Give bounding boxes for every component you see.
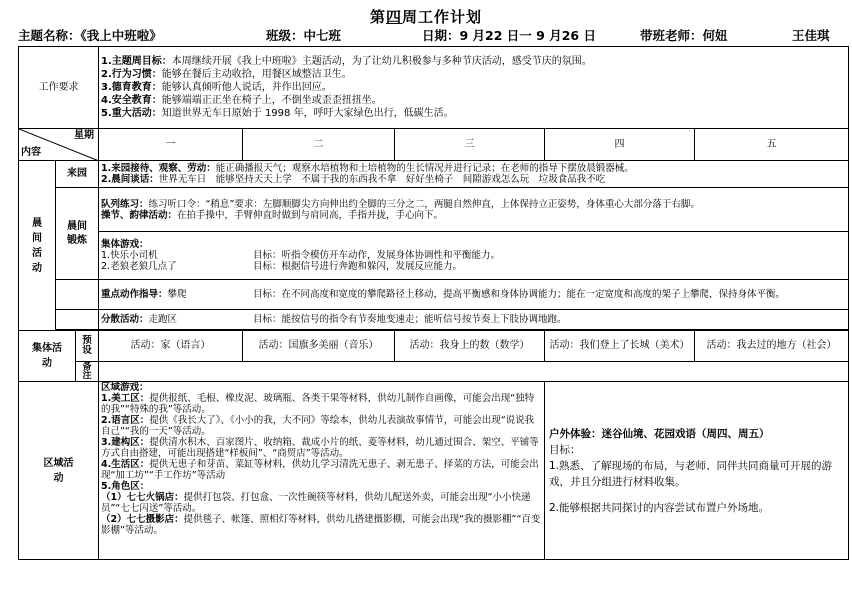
rhythm-activity: 操节、韵律活动：在拍手操中，手臂伸直时做到与肩同高，手指并拢，手心向下。 bbox=[101, 209, 444, 221]
work-req-label: 工作要求 bbox=[19, 47, 99, 129]
area-activity-row bbox=[19, 382, 849, 560]
outdoor-goal: 2.能够根据共同探讨的内容尝试布置户外场地。 bbox=[549, 501, 770, 514]
morning-activity-label: 晨间活动 bbox=[19, 161, 56, 331]
day-wednesday: 三 bbox=[395, 129, 545, 161]
scattered-goal: 目标：能按信号的指令有节奏地变速走；能听信号按节奏上下肢协调地跑。 bbox=[253, 314, 567, 325]
arrival-row bbox=[19, 161, 849, 188]
corner-content-label: 内容 bbox=[21, 147, 41, 158]
group-games-title: 集体游戏： bbox=[101, 239, 149, 250]
area-line: 4.生活区：提供无患子和芽苗、菜缸等材料，供幼儿学习清洗无患子、剥无患子、择菜的方法，可能会出现“加工坊”“手工作坊”等活动 bbox=[101, 459, 539, 481]
area-line: （2）七七摄影店：提供毯子、帐篷、照相灯等材料，供幼儿搭建摄影棚，可能会出现“我的摄影棚”“百变影棚”等活动。 bbox=[101, 514, 541, 536]
key-action-row bbox=[19, 280, 849, 310]
day-thursday: 四 bbox=[545, 129, 695, 161]
arrival-label: 来园 bbox=[56, 161, 99, 188]
arrival-content bbox=[99, 161, 849, 188]
date-range: 日期：9 月22 日一 9 月26 日 bbox=[422, 28, 596, 43]
work-req-item: 1.主题周目标：本周继续开展《我上中班啦》主题活动，为了让幼儿积极参与多种节庆活动，感受节庆的氛围。 bbox=[101, 56, 592, 67]
work-req-item: 5.重大活动：知道世界无车日原始于 1998 年，呼吁大家绿色出行，低碳生活。 bbox=[101, 108, 454, 119]
note-row bbox=[19, 362, 849, 382]
work-req-item: 3.德育教育：能够认真倾听他人说话，并作出回应。 bbox=[101, 82, 332, 93]
day-monday: 一 bbox=[99, 129, 243, 161]
group-activity-wed: 活动：我身上的数（数学） bbox=[395, 331, 545, 362]
queue-practice: 队列练习：练习听口令：“稍息”要求：左脚顺脚尖方向伸出约全脚的三分之二，两腿自然伸直，上体保持立正姿势，身体重心大部分落于右脚。 bbox=[101, 198, 700, 210]
outdoor-goal-label: 目标： bbox=[549, 443, 581, 456]
teacher-name-2: 王佳琪 bbox=[792, 28, 830, 43]
area-line: 1.美工区：提供报纸、毛根、橡皮泥、玻璃瓶、各类干果等材料，供幼儿制作自画像，可能会出现“独特的我”“特殊的我”等活动。 bbox=[101, 393, 535, 415]
queue-content bbox=[99, 188, 849, 232]
work-req-item: 4.安全教育：能够端端正正坐在椅子上，不倒坐或歪歪扭扭坐。 bbox=[101, 95, 382, 106]
work-req-item: 2.行为习惯：能够在餐后主动收拾，用餐区域整洁卫生。 bbox=[101, 69, 352, 80]
exercise-label: 晨间锻炼 bbox=[56, 188, 99, 280]
day-tuesday: 二 bbox=[243, 129, 395, 161]
outdoor-title: 户外体验：迷谷仙境、花园戏语（周四、周五） bbox=[549, 427, 770, 440]
teacher-name: 带班老师：何妞 bbox=[640, 28, 728, 43]
outdoor-experience bbox=[545, 382, 849, 560]
weekday-corner bbox=[19, 129, 99, 161]
work-req-content bbox=[99, 47, 849, 129]
scattered-row bbox=[19, 310, 849, 330]
title-suffix: 周工作计划 bbox=[402, 8, 483, 26]
theme-name: 主题名称：《我上中班啦》 bbox=[18, 28, 162, 43]
group-activity-mon: 活动：家（语言） bbox=[99, 331, 243, 362]
area-line: 5.角色区： bbox=[101, 481, 150, 492]
title-prefix: 第 bbox=[369, 8, 386, 26]
preview-label: 预设 bbox=[76, 331, 99, 362]
exercise-queue-row bbox=[19, 188, 849, 232]
area-line: 2.语言区：提供《我长大了》、《小小的我，大不同》等绘本，供幼儿表演故事情节，可能会出现“说说我自己”“我的一天”等活动。 bbox=[101, 415, 535, 437]
weekday-row bbox=[19, 129, 849, 161]
area-line: （1）七七火锅店：提供打包袋、打包盒、一次性碗筷等材料，供幼儿配送外卖，可能会出现“小小快递员”“七七闪送”等活动。 bbox=[101, 492, 531, 514]
area-activity-label: 区域活动 bbox=[19, 382, 99, 560]
group-activity-thu: 活动：我们登上了长城（美术） bbox=[545, 331, 695, 362]
class-name: 班级：中七班 bbox=[266, 28, 342, 43]
work-requirements-row bbox=[19, 47, 849, 129]
key-action-content: 重点动作指导：攀爬 目标：在不同高度和宽度的攀爬路径上移动，提高平衡感和身体协调能力；能在一定宽度和高度的架子上攀爬，保持身体平衡。 bbox=[99, 280, 849, 310]
scattered-content: 分散活动：走跑区 目标：能按信号的指令有节奏地变速走；能听信号按节奏上下肢协调地跑。 bbox=[99, 310, 849, 330]
title-week-number: 四 bbox=[385, 8, 402, 26]
note-label: 备注 bbox=[76, 362, 99, 382]
group-games-row bbox=[19, 232, 849, 280]
game-item: 1.快乐小司机 目标：听指令模仿开车动作，发展身体协调性和平衡能力。 bbox=[101, 250, 501, 261]
area-line: 3.建构区：提供清水积木、百家图片、收纳箱、裁成小片的纸、菱等材料，幼儿通过围合、架空、平铺等方式自由搭建，可能出现搭建“样板间”、“商贸店”等活动。 bbox=[101, 437, 539, 459]
group-activity-fri: 活动：我去过的地方（社会） bbox=[695, 331, 849, 362]
plan-table bbox=[18, 46, 849, 560]
group-activity-label: 集体活动 bbox=[19, 331, 76, 382]
arrival-line: 2.晨间谈话：世界无车日 能够坚持天天上学 不属于我的东西我不拿 好好坐椅子 间隙游戏怎么玩 垃圾食品我不吃 bbox=[101, 174, 606, 185]
note-content bbox=[99, 362, 849, 382]
arrival-line: 1.来园接待、观察、劳动：能正确播报天气；观察水培植物和土培植物的生长情况并进行记录；在老师的指导下摆放晨锻器械。 bbox=[101, 163, 634, 174]
game-item: 2.老狼老狼几点了 目标：根据信号进行奔跑和躲闪，发展反应能力。 bbox=[101, 261, 463, 272]
day-friday: 五 bbox=[695, 129, 849, 161]
corner-weekday-label: 星期 bbox=[74, 130, 94, 141]
key-action-goal: 目标：在不同高度和宽度的攀爬路径上移动，提高平衡感和身体协调能力；能在一定宽度和高度的架子上攀爬，保持身体平衡。 bbox=[253, 289, 786, 300]
header-info bbox=[18, 26, 848, 44]
outdoor-goal: 1.熟悉、了解现场的布局，与老师、同伴共同商量可开展的游戏，并且分组进行材料收集。 bbox=[549, 459, 833, 488]
group-activity-tue: 活动：国旗多美丽（音乐） bbox=[243, 331, 395, 362]
area-line: 区域游戏： bbox=[101, 382, 149, 393]
group-games-content bbox=[99, 232, 849, 280]
page-title bbox=[0, 6, 852, 27]
group-activity-row bbox=[19, 331, 849, 362]
area-games-content bbox=[99, 382, 545, 560]
